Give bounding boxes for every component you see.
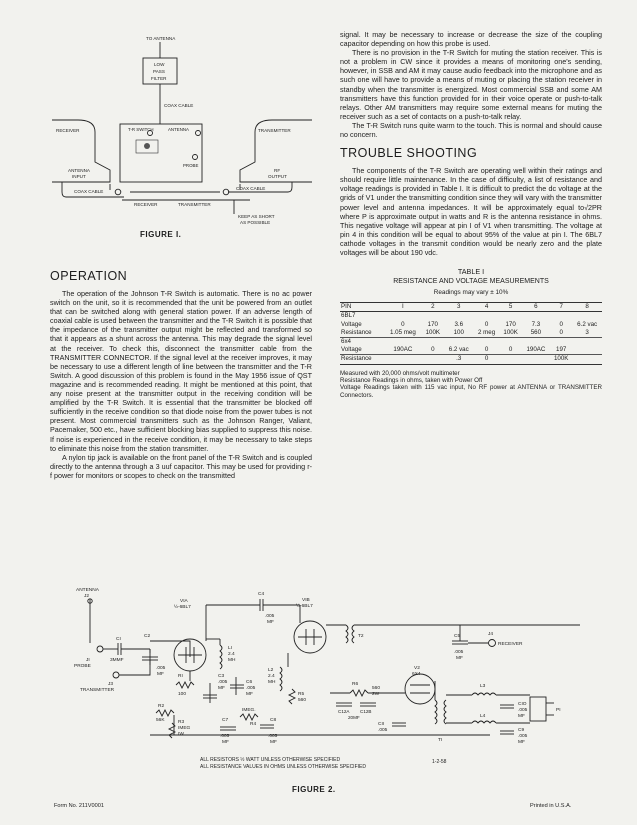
table-cell: 170 bbox=[427, 320, 438, 328]
table-cell bbox=[550, 338, 572, 347]
table-cell bbox=[572, 346, 602, 355]
table-cell bbox=[444, 312, 474, 321]
f2-c5-v1: .005 bbox=[454, 650, 464, 655]
table-cell: 0 bbox=[474, 355, 500, 364]
f2-l1-v1: 2.4 bbox=[228, 652, 235, 657]
table-cell bbox=[522, 355, 550, 364]
table-note: Readings may vary ± 10% bbox=[433, 289, 509, 297]
f2-r6-v1: 560 bbox=[372, 686, 381, 691]
table-header-cell: I bbox=[384, 303, 422, 312]
f2-r6-v2: 2W bbox=[372, 692, 380, 697]
table-cell: 2 meg bbox=[477, 328, 496, 336]
f2-c12a: C12A bbox=[338, 709, 350, 714]
table-cell: 6.2 vac bbox=[577, 320, 598, 328]
f2-r2v: 56K bbox=[156, 718, 165, 723]
f2-r2: R2 bbox=[158, 704, 165, 709]
table-cell bbox=[500, 355, 522, 364]
f2-c6-v1: .005 bbox=[246, 686, 256, 691]
f2-c2-v2: MF bbox=[157, 672, 164, 677]
table-header-cell: 8 bbox=[572, 303, 602, 312]
table-cell: 3 bbox=[585, 328, 589, 336]
f2-c7-v2: MF bbox=[222, 740, 229, 745]
table-header-cell: PIN bbox=[340, 303, 384, 312]
table-cell: 560 bbox=[530, 328, 542, 336]
table-cell bbox=[384, 312, 422, 321]
f2-c7: C7 bbox=[222, 718, 229, 723]
table-cell bbox=[474, 338, 500, 347]
table-cell: 0 bbox=[559, 328, 563, 336]
table-row bbox=[340, 321, 602, 329]
f2-c3-v1: .005 bbox=[218, 680, 228, 685]
troubleshooting-heading: TROUBLE SHOOTING bbox=[340, 146, 478, 161]
table-header-cell: 6 bbox=[522, 303, 550, 312]
operation-heading: OPERATION bbox=[50, 269, 128, 283]
table-cell bbox=[422, 355, 444, 364]
f2-note-2: ALL RESISTANCE VALUES IN OHMS UNLESS OTHERWISE SPECIFIED bbox=[200, 764, 366, 770]
table-header-cell: 3 bbox=[444, 303, 474, 312]
fig1-probe: PROBE bbox=[183, 163, 199, 168]
f2-l3: L3 bbox=[480, 684, 486, 689]
left-column bbox=[50, 262, 312, 480]
f2-c8-v1: .005 bbox=[268, 734, 278, 739]
f2-c10: CIO bbox=[518, 702, 527, 707]
fig1-antenna-lbl: ANTENNA bbox=[168, 127, 189, 132]
fig1-to-antenna: TO ANTENNA bbox=[146, 36, 176, 41]
f2-l2-v2: MH bbox=[268, 680, 276, 685]
f2-j4: J4 bbox=[488, 632, 494, 637]
f2-c3: C3 bbox=[218, 674, 225, 679]
warm-paragraph: The T-R Switch runs quite warm to the touch. This is normal and should cause no concern. bbox=[340, 120, 602, 140]
f2-r1v: 100 bbox=[178, 692, 187, 697]
f2-v1b-type: ½-6BL7 bbox=[296, 604, 313, 609]
table-row bbox=[340, 346, 602, 355]
f2-probe: PROBE bbox=[74, 664, 91, 669]
f2-j1: JI bbox=[86, 658, 90, 663]
f2-r5: R5 bbox=[298, 692, 305, 697]
table-cell: 7.3 bbox=[531, 320, 541, 328]
table-header-row bbox=[340, 303, 602, 312]
table-cell bbox=[572, 338, 602, 347]
f2-c10-v2: MF bbox=[518, 714, 525, 719]
f2-date: 1-2-58 bbox=[432, 759, 447, 765]
table-cell: 0 bbox=[401, 320, 405, 328]
table-header-cell: 7 bbox=[550, 303, 572, 312]
fig1-rf-output-1: RF bbox=[274, 168, 281, 173]
f2-c5-v2: MF bbox=[456, 656, 463, 661]
table-cell: Voltage bbox=[341, 346, 362, 354]
table-cell bbox=[500, 338, 522, 347]
table-cell: 197 bbox=[556, 346, 567, 354]
printed-in: Printed in U.S.A. bbox=[530, 803, 572, 809]
table-row bbox=[340, 355, 602, 364]
fig1-trswitch: T-R SWITCH bbox=[128, 127, 154, 132]
table-cell bbox=[572, 312, 602, 321]
figure-2-schematic bbox=[60, 585, 580, 780]
f2-antenna: ANTENNA bbox=[76, 588, 99, 593]
table-cell: Resistance bbox=[341, 328, 372, 336]
table-cell: 0 bbox=[508, 346, 513, 354]
operation-paragraph-1: The operation of the Johnson T-R Switch is automatic. There is no ac power switch on the unit, so it is recommended that the unit be powered from an outlet that can be switched along with general station power. If an adverse length of coaxial cable is used between the transmitter and the T-R Switch it is possible that the impedance of the transmitter output might be reflected and transformed so that it appears as a shunt across the antenna. This may degrade the signal level at the receiver. To check this, disconnect the transmitter cable from the TRANSMITTER CONNECTOR. If the signal level at the receiver improves, it may be necessary to use a different length of line between the transmitter and the T-R Switch. A good discussion of this problem is found in the May 1956 issue of QST magazine and is recommended reading. It might be mentioned at this point, that any noise present at the transmitter output in the receiving condition will be amplified by the T-R Switch. It is essential that the transmitter be blocked off sufficiently in the receive condition so that diode noise from the power tubes is not present. Most commercial transmitters such as the Johnson Ranger, Valiant, Pacemaker, 500 etc., have sufficient blocking bias supplied to suppress this noise. If noise is experienced in the receive condition, it may be necessary to take steps to eliminate this noise from the station transmitter. bbox=[50, 289, 312, 453]
table-cell: 6BL7 bbox=[340, 312, 384, 321]
table-foot-1: Measured with 20,000 ohms/volt multimeter bbox=[340, 369, 460, 377]
f2-l1: LI bbox=[228, 646, 233, 651]
table-cell bbox=[550, 312, 572, 321]
table-cell: 100K bbox=[425, 328, 441, 336]
f2-j2: J2 bbox=[84, 594, 90, 599]
table-header-cell: 5 bbox=[500, 303, 522, 312]
fig1-filter-1: LOW bbox=[154, 62, 165, 67]
table-cell bbox=[422, 312, 444, 321]
fig1-coax-right: COAX CABLE bbox=[236, 186, 266, 191]
f2-c6: C6 bbox=[246, 680, 253, 685]
table-cell: 1.05 meg bbox=[389, 328, 416, 336]
f2-c4-v1: .005 bbox=[265, 614, 275, 619]
measurements-table bbox=[340, 302, 602, 364]
f2-c11v: .005 bbox=[378, 728, 388, 733]
right-column bbox=[340, 30, 602, 399]
f2-c4: C4 bbox=[258, 592, 265, 597]
f2-c12b: C12B bbox=[360, 709, 372, 714]
fig1-bottom-receiver: RECEIVER bbox=[134, 202, 158, 207]
f2-c8: C8 bbox=[270, 718, 277, 723]
table-cell bbox=[474, 312, 500, 321]
table-cell: 3.6 bbox=[454, 320, 464, 328]
f2-c9-v1: .005 bbox=[518, 734, 528, 739]
f2-c8-v2: MF bbox=[270, 740, 277, 745]
table-foot-3: Voltage Readings taken with 115 vac input, No RF power at ANTENNA or TRANSMITTER Connectors. bbox=[340, 384, 602, 399]
f2-l2-v1: 2.4 bbox=[268, 674, 275, 679]
fig1-bottom-transmitter: TRANSMITTER bbox=[178, 202, 211, 207]
f2-c4-v2: MF bbox=[267, 620, 274, 625]
table-header-cell: 4 bbox=[474, 303, 500, 312]
table-cell bbox=[522, 312, 550, 321]
table-cell: 190AC bbox=[393, 346, 413, 354]
table-subtitle: RESISTANCE AND VOLTAGE MEASUREMENTS bbox=[393, 278, 549, 286]
f2-t2: T2 bbox=[358, 634, 364, 639]
f2-r3-v2: IW bbox=[178, 732, 184, 737]
fig1-antenna-input-1: ANTENNA bbox=[68, 168, 90, 173]
table-cell: 0 bbox=[484, 346, 489, 354]
f2-c1v: 3MMF bbox=[110, 658, 124, 663]
table-cell: 6.2 vac bbox=[448, 346, 469, 354]
fig1-coax-top: COAX CABLE bbox=[164, 103, 194, 108]
f2-c2: C2 bbox=[144, 634, 151, 639]
f2-v2t: 6X4 bbox=[412, 672, 421, 677]
f2-c1: CI bbox=[116, 637, 121, 642]
f2-c11: CII bbox=[378, 722, 385, 727]
table-cell: 100 bbox=[453, 328, 464, 336]
table-row bbox=[340, 329, 602, 338]
table-row bbox=[340, 312, 602, 321]
table-title: TABLE I bbox=[457, 267, 485, 277]
f2-c9-v2: MF bbox=[518, 740, 525, 745]
table-cell: Resistance bbox=[340, 355, 384, 364]
fig1-transmitter: TRANSMITTER bbox=[258, 128, 291, 133]
f2-r5v: 560 bbox=[298, 698, 307, 703]
figure-2-caption: FIGURE 2. bbox=[292, 785, 336, 794]
form-number: Form No. 211V0001 bbox=[54, 803, 104, 809]
f2-c9: C9 bbox=[518, 728, 525, 733]
f2-r3: R3 bbox=[178, 720, 185, 725]
f2-p1: PI bbox=[556, 708, 561, 713]
f2-c10-v1: .005 bbox=[518, 708, 528, 713]
table-header-cell: 2 bbox=[422, 303, 444, 312]
figure-1-caption: FIGURE I. bbox=[140, 230, 182, 239]
fig1-receiver: RECEIVER bbox=[56, 128, 80, 133]
fig1-keep-1: KEEP AS SHORT bbox=[238, 214, 275, 219]
f2-r4v: IMEG. bbox=[242, 708, 256, 713]
f2-r1: RI bbox=[178, 674, 183, 679]
table-cell: 190AC bbox=[526, 346, 546, 354]
table-cell: 170 bbox=[505, 320, 516, 328]
f2-j3: J3 bbox=[108, 682, 114, 687]
table-cell bbox=[422, 338, 444, 347]
table-cell: 6x4 bbox=[340, 338, 384, 347]
f2-transmitter: TRANSMITTER bbox=[80, 688, 115, 693]
table-cell: 100K bbox=[550, 355, 572, 364]
f2-note-1: ALL RESISTORS ½ WATT UNLESS OTHERWISE SPECIFIED bbox=[200, 757, 341, 763]
f2-l4: L4 bbox=[480, 714, 486, 719]
troubleshooting-paragraph: The components of the T-R Switch are operating well within their ratings and should require little maintenance. In the case of difficulty, a list of resistance and voltage readings is provided in Table I. It is difficult to predict the dc voltage at the grids of V1 under the transmitting condition since they will vary with the transmitter power level and antenna impedances. It will be approximately equal to√2PR where P is approximate output in watts and R is the antenna resistance in ohms. This negative voltage will appear at pin I of V1 when transmitting. The voltage at pin 4 in this condition will be equal to about 95% of the value at pin I. The 6BL7 cathode voltages in the transmit condition would be nearly zero and the plate voltages will be about 190 vdc. bbox=[340, 166, 602, 257]
f2-r6: R6 bbox=[352, 682, 359, 687]
fig1-rf-output-2: OUTPUT bbox=[268, 174, 287, 179]
table-row bbox=[340, 338, 602, 347]
fig1-keep-2: AS POSSIBLE bbox=[240, 220, 271, 225]
table-cell: 0 bbox=[559, 320, 563, 328]
f2-t1: TI bbox=[438, 738, 443, 743]
table-cell: .3 bbox=[444, 355, 474, 364]
fig1-filter-2: PASS bbox=[153, 69, 165, 74]
f2-c5: C5 bbox=[454, 634, 461, 639]
operation-paragraph-2: A nylon tip jack is available on the front panel of the T-R Switch and is coupled directly to the antenna through a 3 uuf capacitor. This may be used for providing r-f power for monitors or scopes to check on the transmitted bbox=[50, 452, 312, 480]
signal-paragraph: signal. It may be necessary to increase or decrease the size of the coupling capacitor depending on how this probe is used. bbox=[340, 30, 602, 49]
table-cell bbox=[500, 312, 522, 321]
table-footnotes bbox=[340, 370, 602, 400]
table-cell bbox=[384, 338, 422, 347]
fig1-antenna-input-2: INPUT bbox=[72, 174, 86, 179]
f2-receiver: RECEIVER bbox=[498, 642, 523, 647]
f2-c3-v2: MF bbox=[218, 686, 225, 691]
table-cell bbox=[522, 338, 550, 347]
f2-c6-v2: MF bbox=[246, 692, 253, 697]
table-foot-2: Resistance Readings in ohms, taken with Power Off bbox=[340, 377, 483, 385]
figure-1-diagram bbox=[50, 32, 312, 228]
f2-l1-v2: MH bbox=[228, 658, 236, 663]
muting-paragraph: There is no provision in the T-R Switch for muting the station receiver. This is not a problem in CW since it provides a means of monitoring one's sending, however, in SSB and AM it may cause audio feedback into the microphone and as such one will have to provide a means of muting or placing the station receiver in standby when the transmitter is energized. Most commercial SSB and some AM transmitters have this function provided for in their voice operate or push-to-talk relays. Other AM transmitters may require some external means for muting the receiver such as a set of contacts on a push-to-talk relay. bbox=[340, 48, 602, 121]
table-cell bbox=[572, 355, 602, 364]
f2-v1b: VIB bbox=[302, 598, 310, 603]
table-cell bbox=[444, 338, 474, 347]
f2-v2: V2 bbox=[414, 666, 420, 671]
f2-c7-v1: .005 bbox=[220, 734, 230, 739]
f2-l2: L2 bbox=[268, 668, 274, 673]
f2-r3-v1: IMEG bbox=[178, 726, 191, 731]
table-cell bbox=[384, 355, 422, 364]
f2-c12v: 20MF bbox=[348, 715, 360, 720]
table-cell: Voltage bbox=[341, 320, 362, 328]
fig1-filter-3: FILTER bbox=[151, 76, 167, 81]
f2-v1a-type: ½-6BL7 bbox=[174, 605, 191, 610]
table-cell: 0 bbox=[484, 320, 489, 328]
fig1-coax-left: COAX CABLE bbox=[74, 189, 104, 194]
f2-r4: R4 bbox=[250, 722, 257, 727]
f2-v1a: VIA bbox=[180, 599, 188, 604]
table-cell: 0 bbox=[431, 346, 435, 354]
f2-c2-v1: .005 bbox=[156, 666, 166, 671]
table-cell: 100K bbox=[503, 328, 518, 336]
